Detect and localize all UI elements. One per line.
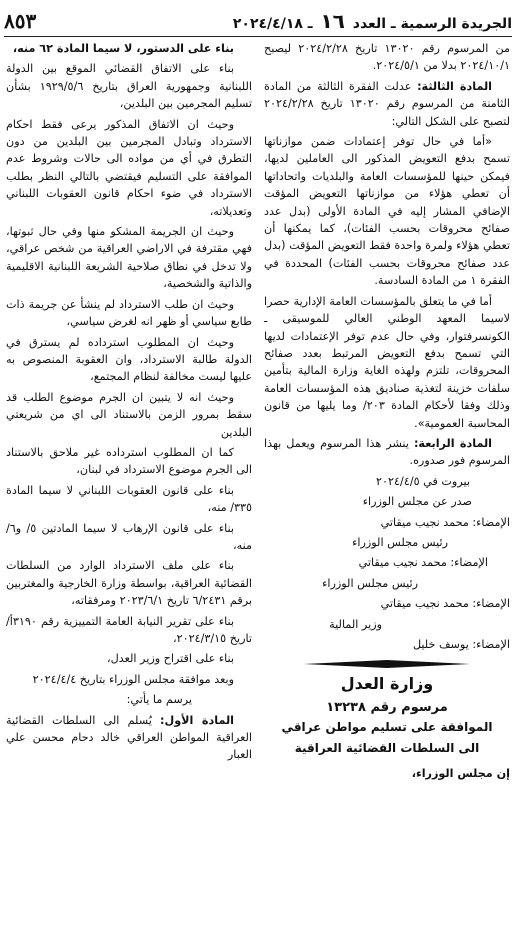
left-column xyxy=(6,40,252,767)
decree-subtitle: الى السلطات القضائية العراقية xyxy=(294,741,480,756)
preamble-line: بناء على الدستور، لا سيما المادة ٦٢ منه، xyxy=(12,42,234,55)
issue-number: ١٦ xyxy=(320,9,345,33)
preamble-line: بناء على الاتفاق القضائي الموقع بين الدولة اللبنانية وجمهورية العراق بتاريخ ١٩٢٩/٥/٦ بشأن تسليم المجرمين بين البلدين، xyxy=(6,62,252,111)
article-text: ينشر هذا المرسوم ويعمل بهذا المرسوم فور صدوره. xyxy=(264,436,510,468)
article-4 xyxy=(264,435,510,470)
article-label: المادة الأول: xyxy=(160,713,234,727)
preamble-line: كما ان المطلوب استرداده غير ملاحق بالاستناد الى الجرم موضوع الاسترداد في لبنان، xyxy=(6,445,252,477)
signature-line: الإمضاء: محمد نجيب ميقاتي xyxy=(380,515,510,529)
signature-line: وزير المالية xyxy=(329,617,382,631)
preamble-line: وحيث انه لا يتبين ان الجرم موضوع الطلب قد سقط بمرور الزمن بالاستناد الى اي من شريعتي البلدين xyxy=(6,390,252,439)
preamble-line: وحيث ان طلب الاسترداد لم ينشأ عن جريمة ذات طابع سياسي أو ظهر انه لغرض سياسي، xyxy=(6,297,252,329)
place-date: بيروت في ٢٠٢٤/٤/٥ xyxy=(376,474,470,488)
page-body xyxy=(0,40,516,934)
decree-title: مرسوم رقم ١٣٢٣٨ xyxy=(326,699,448,715)
preamble-line: بناء على قانون الإرهاب لا سيما المادتين ٥/ و٦/ منه، xyxy=(6,521,252,552)
article-label: المادة الثالثة: xyxy=(417,79,492,93)
preamble-line: وحيث ان الجريمة المشكو منها وفي حال ثبوتها، فهي مقترفة في الاراضي العراقية من شخص عراقي، ولا تدخل في نطاق صلاحية الشريعة اللبنانية الاقليمية والذاتية والشخصية، xyxy=(6,225,252,291)
ministry-heading: وزارة العدل xyxy=(340,674,434,694)
divider-ornament xyxy=(304,659,470,669)
signature-line: رئيس مجلس الوزراء xyxy=(352,535,448,549)
preamble-line: وحيث ان الاتفاق المذكور يرعى فقط احكام الاسترداد وتبادل المجرمين بين البلدين من دون التطرق في أي من مواده الى حالات وشروط عدم الموافقة على التسليم فيقتضي بالتالي النظر بطلب الاسترداد في ضوء احكام قانون العقوبات اللبناني وتعديلاته، xyxy=(6,117,252,218)
paragraph: من المرسوم رقم ١٣٠٢٠ تاريخ ٢٠٢٤/٢/٢٨ ليصبح ٢٠٢٤/١٠/١ بدلا من ٢٠٢٤/٥/١. xyxy=(264,42,510,73)
article-text: يُسلم الى السلطات القضائية العراقية المواطن العراقي خالد دحام محسن علي العبار xyxy=(6,713,252,762)
preamble-line: بناء على ملف الاسترداد الوارد من السلطات القضائية العراقية، بواسطة وزارة الخارجية والمغتربين برقم ٦/٢٤٣١ تاريخ ٢٠٢٣/٦/١ ومرفقاته، xyxy=(6,559,252,608)
signature-line: صدر عن مجلس الوزراء xyxy=(362,495,472,509)
article-text: عدلت الفقرة الثالثة من المادة الثامنة من المرسوم رقم ١٣٠٢٠ تاريخ ٢٠٢٤/٢/٢٨ لتصبح على الشكل التالي: xyxy=(264,79,511,128)
preamble-line: بناء على قانون العقوبات اللبناني لا سيما المادة ٣٣٥/ منه، xyxy=(6,483,252,515)
article-label: المادة الرابعة: xyxy=(413,436,492,450)
signature-line: الإمضاء: محمد نجيب ميقاتي xyxy=(380,597,510,611)
article-3 xyxy=(264,78,510,130)
council-line: إن مجلس الوزراء، xyxy=(411,767,510,781)
preamble-line: وحيث ان المطلوب استرداده لم يسترق في الدولة طالبة الاسترداد، وان العقوبة المنصوص به عليها ليست مخالفة لنظام المجتمع، xyxy=(6,335,252,384)
section-divider xyxy=(304,659,470,669)
decree-intro: يرسم ما يأتي: xyxy=(126,693,192,707)
quoted-paragraph: «أما في حال توفر إعتمادات ضمن موازناتها تسمح بدفع التعويض المذكور الى العاملين لديها، فيمكن حينها للمؤسسات العامة والبلديات واتحاداتها أن تعطي هؤلاء من موازناتها التعويض المؤقت الإضافي المشار إليه في المادة الأولى (بدل عدد صفائح محروقات بحسب الفئات)، كما يمكنها أن تعطي هؤلاء ولمرة واحدة فقط التعويض المؤقت (بدل عدد صفائح محروقات بحسب الفئات) المحددة في الفقرة ١ من المادة السادسة. xyxy=(264,135,510,288)
gazette-name: الجريدة الرسمية ـ العدد xyxy=(352,16,512,32)
signature-line: رئيس مجلس الوزراء xyxy=(322,576,418,590)
page-header xyxy=(4,6,512,37)
page-number: ٨٥٣ xyxy=(4,9,37,33)
signature-line: الإمضاء: محمد نجيب ميقاتي xyxy=(358,556,488,570)
right-column xyxy=(264,40,510,786)
article-1 xyxy=(6,712,252,764)
gazette-title xyxy=(233,9,512,33)
decree-subtitle: الموافقة على تسليم مواطن عراقي xyxy=(281,720,493,735)
preamble-line: بناء على تقرير النيابة العامة التمييزية رقم ٣١٩٠أ/ تاريخ ٢٠٢٤/٣/١٥، xyxy=(6,614,252,645)
quoted-paragraph: أما في ما يتعلق بالمؤسسات العامة الإدارية حصرا لاسيما المعهد الوطني العالي للموسيقى ـ الكونسرفتوار، وفي حال عدم توفر الإعتمادات لديها التي تسمح بدفع التعويض المرتبط بعدد صفائح المحروقات، تلتزم ولهذه الغاية وزارة المالية بتأمين سلفات خزينة لتغذية صناديق هذه المؤسسات العامة وذلك وفقا لأحكام المادة ٢٠٣/ وما يليها من قانون المحاسبة العمومية». xyxy=(264,294,510,430)
preamble-line: بناء على اقتراح وزير العدل، xyxy=(106,652,234,666)
signature-line: الإمضاء: يوسف خليل xyxy=(412,638,510,651)
issue-date: ـ ٢٠٢٤/٤/١٨ xyxy=(232,16,313,32)
preamble-line: وبعد موافقة مجلس الوزراء بتاريخ ٢٠٢٤/٤/٤ xyxy=(32,672,234,686)
